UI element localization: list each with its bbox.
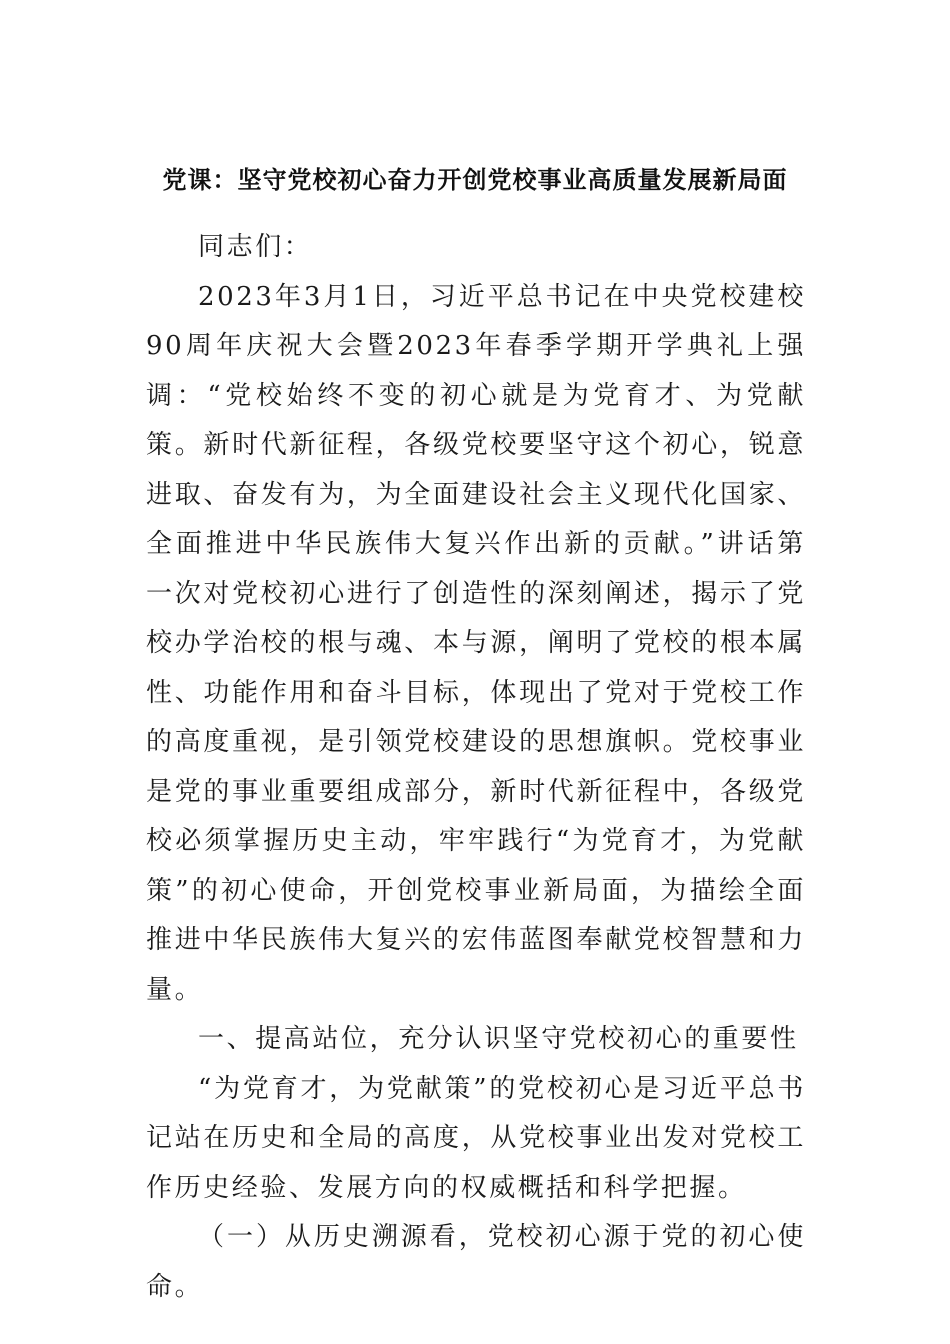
subsection-heading-1: （一）从历史溯源看，党校初心源于党的初心使命。 (146, 1222, 806, 1302)
document-title: 党课：坚守党校初心奋力开创党校事业高质量发展新局面 (162, 165, 788, 194)
section-heading-1: 一、提高站位，充分认识坚守党校初心的重要性 (198, 1024, 799, 1054)
paragraph-section-1: “为党育才，为党献策”的党校初心是习近平总书记站在历史和全局的高度，从党校事业出发对党校工作历史经验、发展方向的权威概括和科学把握。 (146, 1073, 806, 1203)
paragraph-intro: 2023年3月1日，习近平总书记在中央党校建校90周年庆祝大会暨2023年春季学期开学典礼上强调：“党校始终不变的初心就是为党育才、为党献策。新时代新征程，各级党校要坚守这个初心，锐意进取、奋发有为，为全面建设社会主义现代化国家、全面推进中华民族伟大复兴作出新的贡献。”讲话第一次对党校初心进行了创造性的深刻阐述，揭示了党校办学治校的根与魂、本与源，阐明了党校的根本属性、功能作用和奋斗目标，体现出了党对于党校工作的高度重视，是引领党校建设的思想旗帜。党校事业是党的事业重要组成部分，新时代新征程中，各级党校必须掌握历史主动，牢牢践行“为党育才，为党献策”的初心使命，开创党校事业新局面，为描绘全面推进中华民族伟大复兴的宏伟蓝图奉献党校智慧和力量。 (146, 281, 806, 1005)
document-body (146, 221, 806, 1312)
salutation: 同志们： (198, 232, 313, 262)
